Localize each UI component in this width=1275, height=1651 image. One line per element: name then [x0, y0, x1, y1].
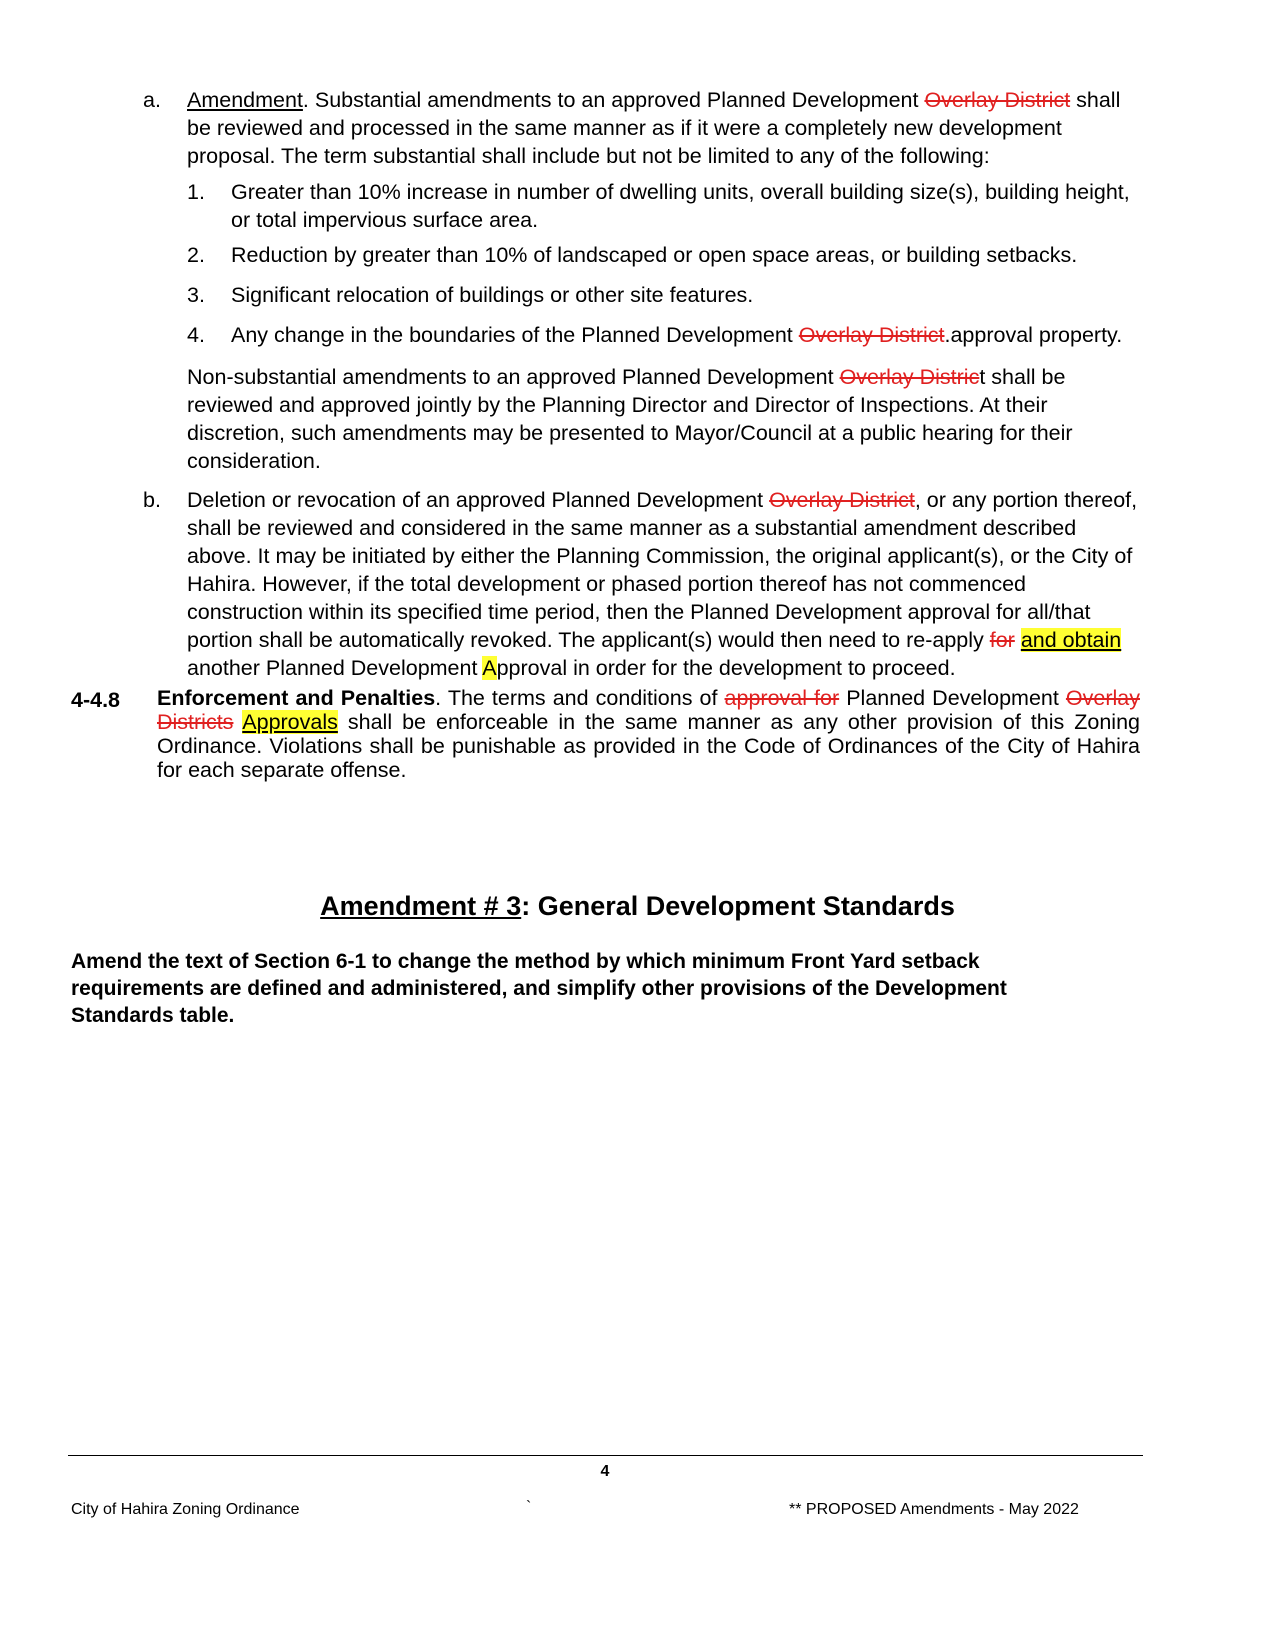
list-item-4-text: [231, 321, 1146, 349]
text-run: , or any portion thereof, shall be reviewed and considered in the same manner as a substantial amendment described above. It may be initiated by either the Planning Commission, the original applicant(s), or the City of Hahira. However, if the total development or phased portion thereof has not commenced construction within its specified time period, then the Planned Development approval for all/that portion shall be automatically revoked. The applicant(s) would then need to re-apply: [187, 488, 1138, 652]
deleted-text: Overlay District: [769, 488, 915, 512]
heading-underlined: Amendment # 3: [320, 891, 522, 921]
non-substantial-paragraph: [187, 363, 1102, 475]
list-item-2-number: 2.: [187, 243, 205, 267]
text-run: .approval property.: [944, 323, 1123, 347]
inserted-text: and obtain: [1020, 628, 1122, 652]
text-run: . The terms and conditions of: [435, 686, 725, 710]
list-item-4-number: 4.: [187, 323, 205, 347]
text-run: shall be reviewed and processed in the same manner as if it were a completely new development proposal. The term substantial shall include but not be limited to any of the following:: [187, 88, 1121, 168]
inserted-text: Approvals: [242, 710, 338, 734]
text-run: Deletion or revocation of an approved Planned Development: [187, 488, 770, 512]
footer-right: ** PROPOSED Amendments - May 2022: [789, 1501, 1079, 1518]
section-paragraph: [157, 686, 1140, 782]
item-b-paragraph: [187, 486, 1142, 682]
text-run: shall be enforceable in the same manner as any other provision of this Zoning Ordinance. Violations shall be punishable as provided in the Code of Ordinances of the City of Hahira for each separate offense.: [157, 710, 1140, 782]
footer-left: City of Hahira Zoning Ordinance: [71, 1501, 300, 1518]
footer-divider: [68, 1455, 1143, 1456]
list-item-2-text: Reduction by greater than 10% of landscaped or open space areas, or building setbacks.: [231, 243, 1078, 267]
footer-center: `: [526, 1499, 532, 1516]
text-run: Any change in the boundaries of the Planned Development: [231, 323, 799, 347]
page-number: 4: [600, 1463, 610, 1480]
list-item-1-text: Greater than 10% increase in number of dwelling units, overall building size(s), building height, or total impervious surface area.: [231, 180, 1130, 232]
text-run: Non-substantial amendments to an approved Planned Development: [187, 365, 840, 389]
amendment-heading: Amendment: [187, 88, 303, 112]
item-a-marker: a.: [143, 88, 161, 112]
item-a-paragraph: [187, 86, 1142, 170]
text-run: another Planned Development: [187, 656, 483, 680]
deleted-text: Overlay Distric: [839, 365, 980, 389]
list-item-3-text: Significant relocation of buildings or other site features.: [231, 283, 754, 307]
section-number: 4-4.8: [71, 688, 121, 712]
heading-rest: : General Development Standards: [521, 891, 955, 921]
list-item-1-number: 1.: [187, 180, 205, 204]
text-run: pproval in order for the development to proceed.: [496, 656, 956, 680]
list-item-3-number: 3.: [187, 283, 205, 307]
text-run: . Substantial amendments to an approved Planned Development: [302, 88, 925, 112]
text-run: [233, 710, 242, 734]
inserted-text: A: [482, 656, 497, 680]
deleted-text: approval for: [724, 686, 840, 710]
deleted-text: Overlay District: [924, 88, 1071, 112]
amendment-3-heading: [0, 890, 1275, 922]
amendment-3-description: Amend the text of Section 6-1 to change the method by which minimum Front Yard setback requirements are defined and administered, and simplify other provisions of the Development Standards table.: [71, 950, 1007, 1027]
section-title: Enforcement and Penalties: [157, 686, 436, 710]
deleted-text: Overlay District: [798, 323, 945, 347]
text-run: t shall be reviewed and approved jointly by the Planning Director and Director of Inspections. At their discretion, such amendments may be presented to Mayor/Council at a public hearing for their consideration.: [187, 365, 1073, 473]
deleted-text: for: [989, 628, 1015, 652]
text-run: Planned Development: [839, 686, 1066, 710]
item-b-marker: b.: [143, 488, 161, 512]
deleted-text: Overlay Districts: [157, 686, 1140, 734]
